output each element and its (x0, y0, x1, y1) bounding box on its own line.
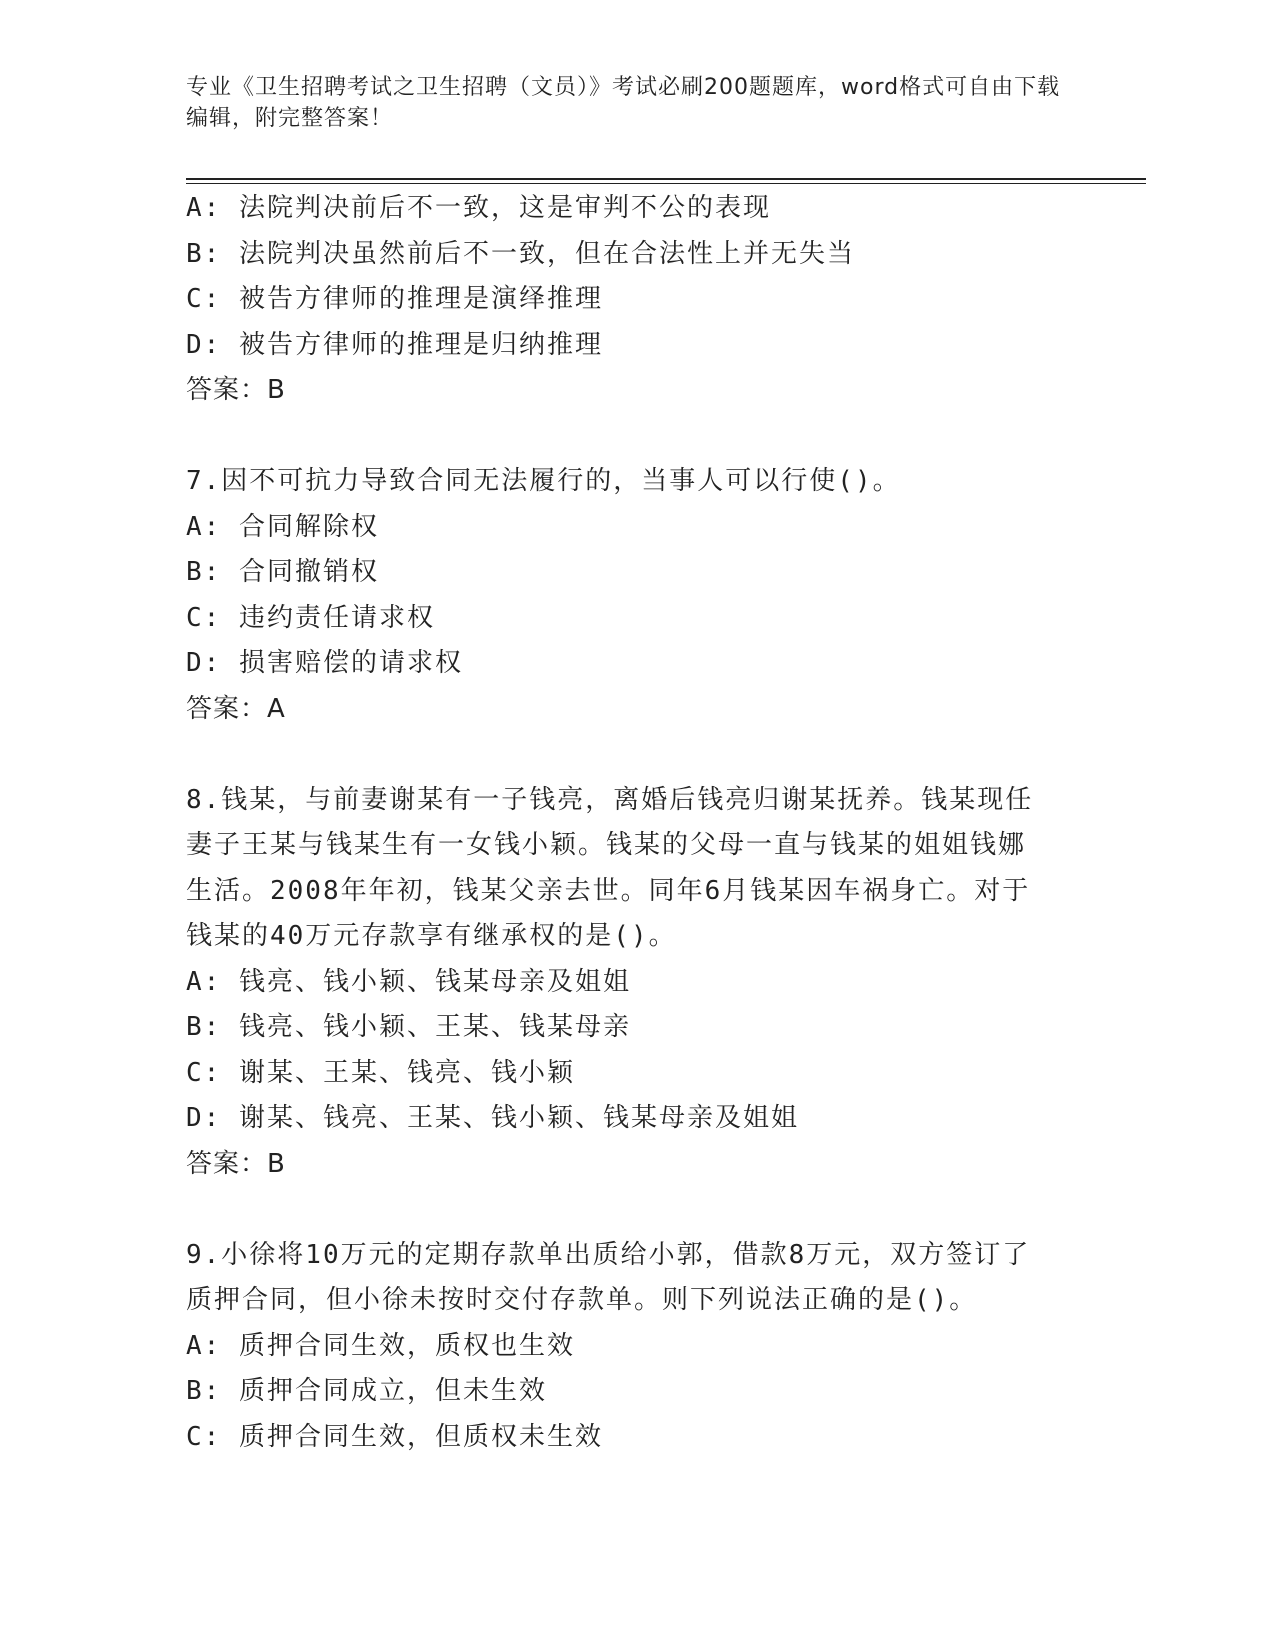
question-stem-line: 质押合同，但小徐未按时交付存款单。则下列说法正确的是()。 (186, 1285, 978, 1315)
header-text: 专业《卫生招聘考试之卫生招聘（文员）》考试必刷200题题库，word格式可自由下载编辑，附完整答案！ (186, 75, 1061, 131)
answer-line: 答案：A (186, 693, 286, 724)
option-b: B: 法院判决虽然前后不一致，但在合法性上并无失当 (186, 238, 855, 269)
spacer (186, 414, 1066, 460)
header-rule-thin (186, 183, 1146, 184)
question-9 (186, 1233, 1066, 1461)
question-8 (186, 778, 1066, 1188)
option-c: C: 质押合同生效，但质权未生效 (186, 1421, 603, 1452)
answer-line: 答案：B (186, 1148, 286, 1179)
question-stem: 7.因不可抗力导致合同无法履行的，当事人可以行使()。 (186, 466, 901, 496)
option-a: A: 法院判决前后不一致，这是审判不公的表现 (186, 193, 771, 223)
option-d: D: 损害赔偿的请求权 (186, 648, 463, 678)
question-6 (186, 186, 1066, 414)
option-c: C: 谢某、王某、钱亮、钱小颖 (186, 1057, 575, 1088)
answer-line: 答案：B (186, 375, 286, 405)
question-stem-line: 8.钱某，与前妻谢某有一子钱亮，离婚后钱亮归谢某抚养。钱某现任 (186, 784, 1034, 815)
option-b: B: 合同撤销权 (186, 557, 379, 587)
spacer (186, 732, 1066, 778)
document-header (186, 72, 1066, 134)
option-c: C: 被告方律师的推理是演绎推理 (186, 284, 603, 314)
question-stem-line: 9.小徐将10万元的定期存款单出质给小郭，借款8万元，双方签订了 (186, 1239, 1031, 1270)
header-rule-thick (186, 178, 1146, 180)
option-a: A: 钱亮、钱小颖、钱某母亲及姐姐 (186, 966, 631, 997)
question-stem-line: 生活。2008年年初，钱某父亲去世。同年6月钱某因车祸身亡。对于 (186, 875, 1031, 906)
option-c: C: 违约责任请求权 (186, 602, 435, 633)
option-b: B: 质押合同成立，但未生效 (186, 1376, 547, 1406)
spacer (186, 1187, 1066, 1233)
question-list (186, 186, 1066, 1460)
question-7 (186, 459, 1066, 732)
question-stem-line: 妻子王某与钱某生有一女钱小颖。钱某的父母一直与钱某的姐姐钱娜 (186, 830, 1027, 860)
option-a: A: 质押合同生效，质权也生效 (186, 1330, 575, 1361)
option-d: D: 谢某、钱亮、王某、钱小颖、钱某母亲及姐姐 (186, 1103, 799, 1133)
question-stem-line: 钱某的40万元存款享有继承权的是()。 (186, 921, 677, 951)
option-b: B: 钱亮、钱小颖、王某、钱某母亲 (186, 1012, 631, 1042)
option-a: A: 合同解除权 (186, 511, 379, 542)
option-d: D: 被告方律师的推理是归纳推理 (186, 329, 603, 360)
